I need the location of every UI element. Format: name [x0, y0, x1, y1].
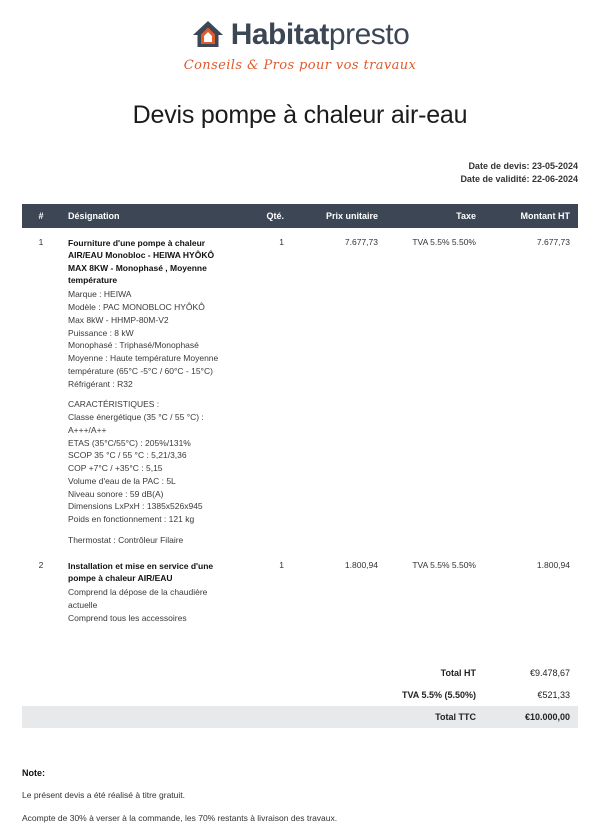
col-quantity: Qté. [230, 204, 292, 228]
table-row [22, 551, 578, 629]
item-detail: ETAS (35°C/55°C) : 205%/131% [68, 437, 191, 448]
table-header-row [22, 204, 578, 228]
item-detail: Thermostat : Contrôleur Filaire [68, 534, 184, 545]
row-designation [60, 228, 230, 551]
brand-name-bold: Habitat [230, 18, 329, 51]
document-dates [22, 160, 578, 186]
line-items-table [22, 204, 578, 628]
table-row [22, 228, 578, 551]
spacer [68, 526, 222, 534]
brand-tagline: Conseils & Pros pour vos travaux [183, 58, 417, 73]
brand-name-light: presto [328, 18, 410, 51]
item-detail: Moyenne : Haute température Moyenne température (65°C -5°C / 60°C - 15°C) [68, 353, 219, 376]
date-devis: Date de devis: 23-05-2024 [468, 161, 578, 171]
col-amount: Montant HT [484, 204, 578, 228]
item-detail: Dimensions LxPxH : 1385x526x945 [68, 501, 203, 512]
item-detail: Comprend tous les accessoires [68, 612, 187, 623]
row-tax: TVA 5.5% 5.50% [412, 237, 476, 248]
spacer [68, 390, 222, 398]
note-line-1: Le présent devis a été réalisé à titre gratuit. [22, 789, 186, 800]
item-detail: Classe énergétique (35 °C / 55 °C) : A+++/A++ [68, 412, 204, 435]
row-quantity: 1 [279, 237, 284, 248]
item-detail: Monophasé : Triphasé/Monophasé [68, 340, 199, 351]
row-quantity: 1 [279, 559, 284, 570]
item-detail: Comprend la dépose de la chaudière actuelle [68, 587, 208, 610]
total-ttc-label: Total TTC [22, 706, 484, 728]
brand-wordmark [231, 20, 410, 50]
col-tax: Taxe [386, 204, 484, 228]
total-ht-label: Total HT [440, 668, 476, 679]
col-unit-price: Prix unitaire [292, 204, 386, 228]
totals-table [22, 662, 578, 728]
row-unit-price: 7.677,73 [344, 237, 378, 248]
item-detail: SCOP 35 °C / 55 °C : 5,21/3,36 [68, 450, 187, 461]
note-line-2: Acompte de 30% à verser à la commande, les 70% restants à livraison des travaux. [22, 813, 338, 824]
house-logo-icon [191, 18, 225, 52]
col-number: # [22, 204, 60, 228]
row-tax: TVA 5.5% 5.50% [412, 559, 476, 570]
row-amount: 7.677,73 [536, 237, 570, 248]
row-designation [60, 551, 230, 629]
note-title: Note: [22, 768, 45, 779]
row-number: 2 [38, 559, 44, 570]
item-title: Fourniture d'une pompe à chaleur AIR/EAU Monobloc - HEIWA HYÔKÔ MAX 8KW - Monophasé , Moyenne température [68, 238, 215, 286]
item-detail: Poids en fonctionnement : 121 kg [68, 514, 195, 525]
total-ht-value: €9.478,67 [529, 668, 570, 679]
total-ht-row [22, 662, 578, 684]
total-ttc-value: €10.000,00 [484, 706, 578, 728]
item-detail: Puissance : 8 kW [68, 327, 134, 338]
tva-value: €521,33 [537, 690, 570, 701]
item-detail: Modèle : PAC MONOBLOC HYÔKÔ Max 8kW - HHMP-80M-V2 [68, 302, 205, 325]
table-header [22, 204, 578, 228]
page-title: Devis pompe à chaleur air-eau [132, 101, 468, 129]
item-detail: Marque : HEIWA [68, 289, 132, 300]
item-detail: CARACTÉRISTIQUES : [68, 399, 160, 410]
item-detail: Réfrigérant : R32 [68, 378, 133, 389]
item-title: Installation et mise en service d'une pompe à chaleur AIR/EAU [68, 560, 214, 583]
note-section [22, 766, 578, 826]
item-detail: Niveau sonore : 59 dB(A) [68, 488, 164, 499]
total-ttc-row [22, 706, 578, 728]
table-body [22, 228, 578, 628]
date-validite: Date de validité: 22-06-2024 [460, 174, 578, 185]
row-amount: 1.800,94 [536, 559, 570, 570]
item-detail: Volume d'eau de la PAC : 5L [68, 475, 176, 486]
col-designation: Désignation [60, 204, 230, 228]
row-number: 1 [38, 237, 44, 248]
logo-row [22, 18, 578, 52]
item-detail: COP +7°C / +35°C : 5,15 [68, 463, 163, 474]
brand-header [22, 0, 578, 73]
row-unit-price: 1.800,94 [344, 559, 378, 570]
tva-row [22, 684, 578, 706]
tva-label: TVA 5.5% (5.50%) [401, 690, 476, 701]
